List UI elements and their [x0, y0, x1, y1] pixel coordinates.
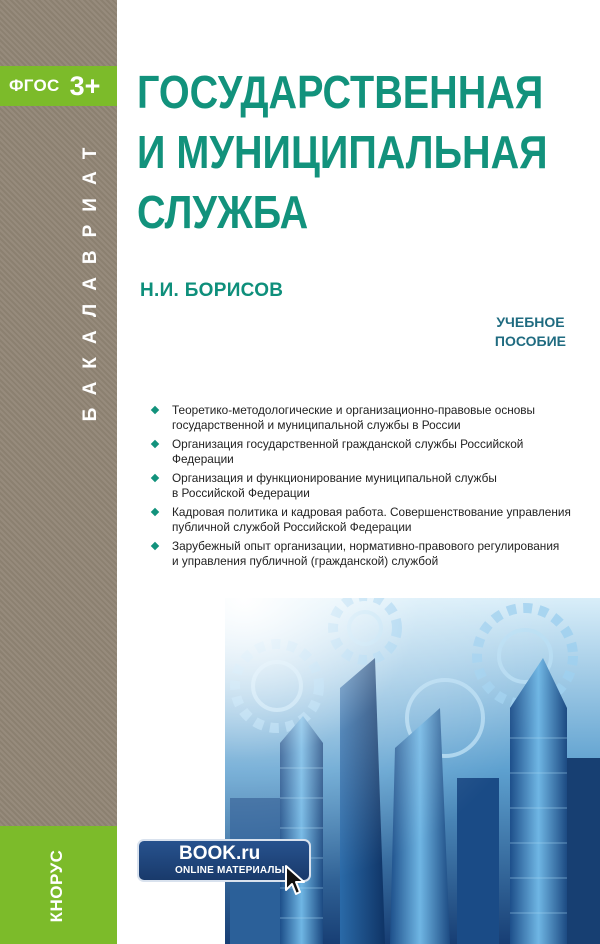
contents-item-line: Кадровая политика и кадровая работа. Совершенствование управления: [172, 505, 571, 519]
contents-item-line: Зарубежный опыт организации, нормативно-правового регулирования: [172, 539, 560, 553]
book-title: [137, 62, 548, 242]
cover-illustration: [225, 598, 600, 944]
fgos-label: ФГОС: [9, 76, 60, 95]
doc-type-line-2: ПОСОБИЕ: [494, 333, 566, 349]
contents-item: [152, 403, 582, 433]
contents-item: [152, 471, 582, 501]
contents-item: [152, 505, 582, 535]
diamond-bullet-icon: [151, 542, 159, 550]
doc-type-line-1: УЧЕБНОЕ: [496, 314, 565, 330]
contents-item-line: публичной службой Российской Федерации: [172, 520, 412, 534]
publisher-name: КНОРУС: [47, 849, 66, 923]
fgos-level: 3+: [69, 70, 101, 101]
title-line-1: ГОСУДАРСТВЕННАЯ: [137, 66, 544, 118]
fgos-badge: [0, 66, 117, 106]
document-type: [495, 313, 566, 351]
series-label: БАКАЛАВРИАТ: [80, 134, 101, 422]
contents-item-line: в Российской Федерации: [172, 486, 310, 500]
contents-item: [152, 539, 582, 569]
contents-item: [152, 437, 582, 467]
contents-item-line: Теоретико-методологические и организационно-правовые основы: [172, 403, 536, 417]
contents-item-line: Организация государственной гражданской службы Российской Федерации: [172, 437, 524, 466]
contents-item-line: государственной и муниципальной службы в России: [172, 418, 461, 432]
diamond-bullet-icon: [151, 406, 159, 414]
contents-list: [152, 403, 582, 573]
title-line-3: СЛУЖБА: [137, 186, 309, 238]
mouse-cursor-icon: [284, 864, 306, 896]
diamond-bullet-icon: [151, 440, 159, 448]
title-line-2: И МУНИЦИПАЛЬНАЯ: [137, 126, 548, 178]
author-name: Н.И. БОРИСОВ: [140, 280, 284, 301]
contents-item-line: Организация и функционирование муниципальной службы: [172, 471, 497, 485]
diamond-bullet-icon: [151, 508, 159, 516]
diamond-bullet-icon: [151, 474, 159, 482]
contents-item-line: и управления публичной (гражданской) службой: [172, 554, 439, 568]
book-ru-label: BOOK.ru: [179, 843, 261, 864]
online-materials-label: ONLINE МАТЕРИАЛЫ: [175, 865, 285, 876]
skyscrapers-gears-image: [225, 598, 600, 944]
